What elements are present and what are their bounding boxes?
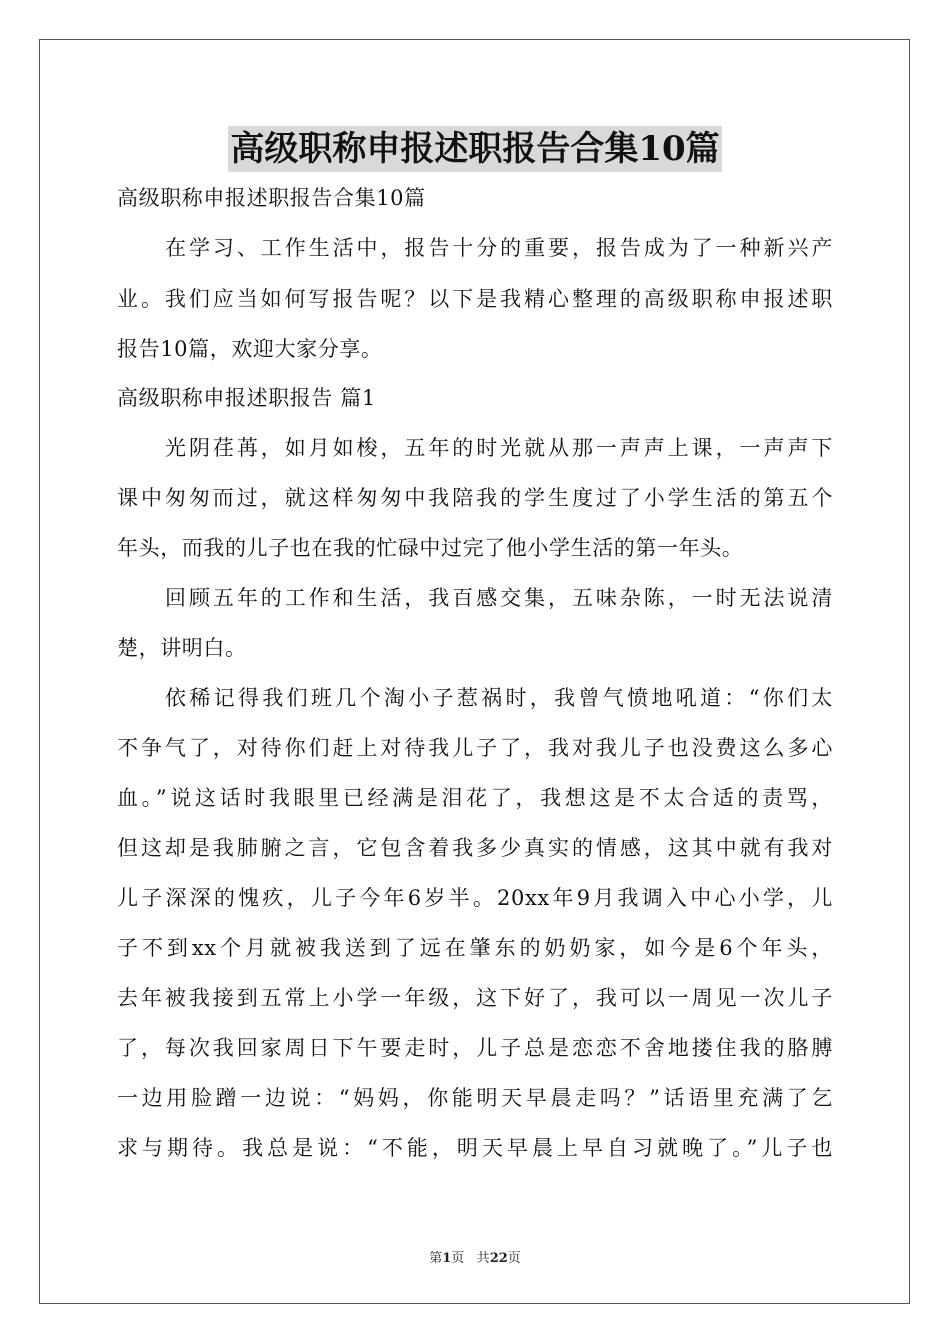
para2-line-1: 回顾五年的工作和生活，我百感交集，五味杂陈，一时无法说清 bbox=[165, 586, 833, 610]
para2-line-2: 楚，讲明白。 bbox=[117, 636, 247, 660]
para3-line-7: 去年被我接到五常上小学一年级，这下好了，我可以一周见一次儿子 bbox=[117, 986, 833, 1010]
para3-line-5: 儿子深深的愧疚，儿子今年6岁半。20xx年9月我调入中心小学，儿 bbox=[117, 886, 833, 910]
para3-line-10: 求与期待。我总是说：“不能，明天早晨上早自习就晚了。”儿子也 bbox=[117, 1136, 833, 1160]
para3-line-8: 了，每次我回家周日下午要走时，儿子总是恋恋不舍地搂住我的胳膊 bbox=[117, 1036, 833, 1060]
para3-line-1: 依稀记得我们班几个淘小子惹祸时，我曾气愤地吼道：“你们太 bbox=[165, 686, 833, 710]
total-pages: 22 bbox=[489, 1251, 508, 1266]
page-footer bbox=[0, 1250, 950, 1268]
page-prefix: 第 bbox=[429, 1251, 443, 1266]
para1-line-1: 光阴荏苒，如月如梭，五年的时光就从那一声声上课，一声声下 bbox=[165, 436, 833, 460]
subtitle: 高级职称申报述职报告合集10篇 bbox=[117, 186, 426, 210]
para3-line-9: 一边用脸蹭一边说：“妈妈，你能明天早晨走吗？”话语里充满了乞 bbox=[117, 1086, 833, 1110]
para3-line-4: 但这却是我肺腑之言，它包含着我多少真实的情感，这其中就有我对 bbox=[117, 836, 833, 860]
page-number: 1 bbox=[442, 1251, 452, 1266]
page-border bbox=[39, 39, 910, 1304]
intro-line-3: 报告10篇，欢迎大家分享。 bbox=[117, 337, 383, 361]
total-prefix: 共 bbox=[476, 1251, 490, 1266]
para3-line-2: 不争气了，对待你们赶上对待我儿子了，我对我儿子也没费这么多心 bbox=[117, 736, 833, 760]
intro-line-2: 业。我们应当如何写报告呢？以下是我精心整理的高级职称申报述职 bbox=[117, 287, 833, 311]
total-suffix: 页 bbox=[507, 1251, 521, 1266]
page-suffix: 页 bbox=[451, 1251, 465, 1266]
para3-line-6: 子不到xx个月就被我送到了远在肇东的奶奶家，如今是6个年头， bbox=[117, 936, 833, 960]
title-wrap bbox=[117, 126, 833, 172]
document-title: 高级职称申报述职报告合集10篇 bbox=[228, 126, 721, 172]
para1-line-3: 年头，而我的儿子也在我的忙碌中过完了他小学生活的第一年头。 bbox=[117, 536, 744, 560]
para3-line-3: 血。”说这话时我眼里已经满是泪花了，我想这是不太合适的责骂， bbox=[117, 786, 833, 810]
section-heading: 高级职称申报述职报告 篇1 bbox=[117, 386, 376, 410]
para1-line-2: 课中匆匆而过，就这样匆匆中我陪我的学生度过了小学生活的第五个 bbox=[117, 486, 833, 510]
intro-line-1: 在学习、工作生活中，报告十分的重要，报告成为了一种新兴产 bbox=[165, 236, 833, 260]
